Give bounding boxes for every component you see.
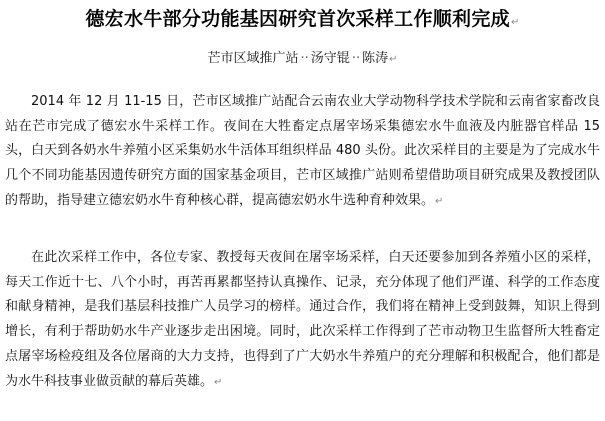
body-paragraph [5,90,600,215]
paragraph-mark-icon: ↵ [435,195,444,207]
document-title [0,6,605,36]
byline-author: 陈涛 [362,51,389,66]
byline-author: 汤守锟 [310,51,350,66]
paragraph-mark-icon: ↵ [214,376,223,388]
title-text: 德宏水牛部分功能基因研究首次采样工作顺利完成 [85,8,510,30]
paragraph-mark-icon: ↵ [510,17,520,28]
byline-separator: ·· [300,51,309,66]
paragraph-mark-icon: ↵ [389,54,398,65]
byline-separator: ·· [351,51,361,66]
byline [0,49,605,70]
paragraph-text: 2014 年 12 月 11-15 日，芒市区域推广站配合云南农业大学动物科学技术学院和云南省家畜改良站在芒市完成了德宏水牛采样工作。夜间在大牲畜定点屠宰场采集德宏水牛血液及内脏器官样品 15 头，白天到各奶水牛养殖小区采集奶水牛活体耳组织样品 480 头份。此次采样目的主要是为了完成水牛几个不同功能基因遗传研究方面的国家基金项目，芒市区域推广站则希望借助项目研究成果及教授团队的帮助，指导建立德宏奶水牛育种核心群，提高德宏奶水牛选种育种效果。 [5,94,600,208]
body-paragraph [5,246,600,395]
paragraph-text: 在此次采样工作中，各位专家、教授每天夜间在屠宰场采样，白天还要参加到各养殖小区的采样，每天工作近十七、八个小时，再苦再累都坚持认真操作、记录，充分体现了他们严谨、科学的工作态度和献身精神，是我们基层科技推广人员学习的榜样。通过合作，我们将在精神上受到鼓舞，知识上得到增长，有利于帮助奶水牛产业逐步走出困境。同时，此次采样工作得到了芒市动物卫生监督所大牲畜定点屠宰场检疫组及各位屠商的大力支持，也得到了广大奶水牛养殖户的充分理解和积极配合，他们都是为水牛科技事业做贡献的幕后英雄。 [5,250,600,389]
byline-org: 芒市区域推广站 [207,51,299,66]
